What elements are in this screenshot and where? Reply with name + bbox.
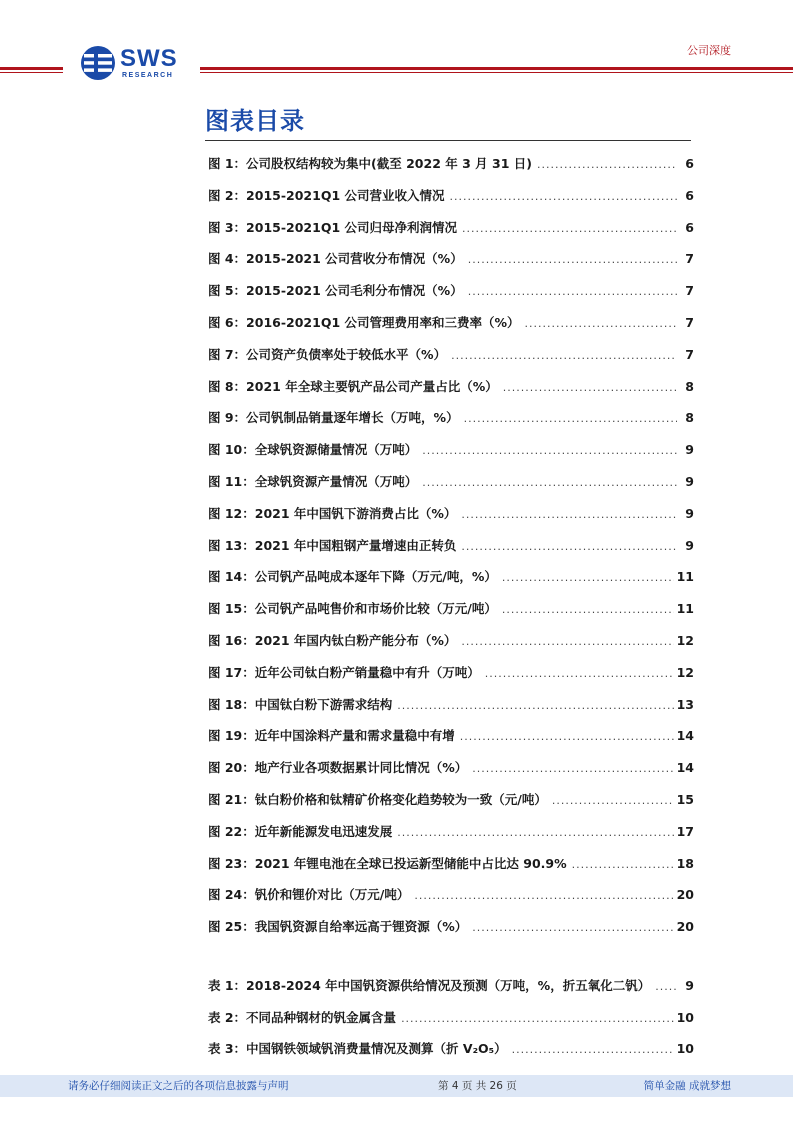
figure-toc-entry-label: 图 25：我国钒资源自给率远高于锂资源（%）: [208, 919, 468, 935]
table-toc-entry[interactable]: [208, 1009, 694, 1041]
table-list: [208, 977, 694, 1072]
figure-toc-entry[interactable]: [208, 187, 694, 219]
figure-toc-entry[interactable]: [208, 346, 694, 378]
figure-toc-entry-page-number: 7: [685, 346, 694, 362]
dot-leader: [525, 315, 677, 333]
footer-slogan: 简单金融 成就梦想: [643, 1080, 731, 1092]
figure-toc-entry[interactable]: [208, 918, 694, 950]
header-rule: [200, 67, 793, 70]
figure-toc-entry-label: 图 18：中国钛白粉下游需求结构: [208, 696, 393, 712]
dot-leader: [414, 887, 673, 905]
figure-toc-entry-label: 图 12：2021 年中国钒下游消费占比（%）: [208, 505, 457, 521]
figure-toc-entry-label: 图 14：公司钒产品吨成本逐年下降（万元/吨，%）: [208, 569, 497, 585]
figure-toc-entry[interactable]: [208, 409, 694, 441]
dot-leader: [472, 760, 673, 778]
figure-toc-entry-page-number: 6: [685, 187, 694, 203]
dot-leader: [464, 410, 677, 428]
figure-toc-entry-page-number: 14: [676, 760, 694, 776]
figure-toc-entry[interactable]: [208, 314, 694, 346]
dot-leader: [485, 665, 674, 683]
figure-toc-entry-page-number: 20: [676, 887, 694, 903]
figure-toc-entry[interactable]: [208, 441, 694, 473]
figure-toc-entry-page-number: 20: [676, 919, 694, 935]
dot-leader: [397, 824, 673, 842]
dot-leader: [461, 633, 673, 651]
figure-toc-entry[interactable]: [208, 250, 694, 282]
figure-toc-entry-label: 图 3：2015-2021Q1 公司归母净利润情况: [208, 219, 457, 235]
figure-toc-entry-label: 图 9：公司钒制品销量逐年增长（万吨，%）: [208, 410, 459, 426]
logo-subtitle: RESEARCH: [122, 72, 174, 79]
figure-toc-entry-label: 图 24：钒价和锂价对比（万元/吨）: [208, 887, 410, 903]
figure-toc-entry-label: 图 10：全球钒资源储量情况（万吨）: [208, 442, 418, 458]
dot-leader: [502, 601, 674, 619]
dot-leader: [503, 379, 677, 397]
figure-toc-entry[interactable]: [208, 568, 694, 600]
dot-leader: [468, 283, 677, 301]
figure-toc-entry-label: 图 22：近年新能源发电迅速发展: [208, 823, 393, 839]
dot-leader: [655, 978, 677, 996]
figure-toc-entry-page-number: 9: [685, 537, 694, 553]
dot-leader: [460, 728, 674, 746]
figure-toc-entry-label: 图 17：近年公司钛白粉产销量稳中有升（万吨）: [208, 664, 480, 680]
figure-toc-entry[interactable]: [208, 759, 694, 791]
table-toc-entry-label: 表 1：2018-2024 年中国钒资源供给情况及预测（万吨，%，折五氧化二钒）: [208, 978, 651, 993]
header-rule-thin: [0, 72, 63, 73]
figure-toc-entry-label: 图 21：钛白粉价格和钛精矿价格变化趋势较为一致（元/吨）: [208, 791, 547, 807]
figure-toc-entry-label: 图 8：2021 年全球主要钒产品公司产量占比（%）: [208, 378, 498, 394]
table-toc-entry-page-number: 10: [676, 1009, 694, 1025]
figure-toc-entry-page-number: 12: [676, 632, 694, 648]
page-footer: [0, 1075, 793, 1097]
dot-leader: [462, 220, 677, 238]
figure-toc-entry-page-number: 8: [685, 410, 694, 426]
figure-toc-entry[interactable]: [208, 823, 694, 855]
figure-toc-entry-label: 图 11：全球钒资源产量情况（万吨）: [208, 473, 418, 489]
figure-toc-entry-page-number: 6: [685, 219, 694, 235]
figure-toc-entry[interactable]: [208, 473, 694, 505]
dot-leader: [572, 856, 674, 874]
title-divider: [205, 140, 691, 141]
dot-leader: [552, 792, 674, 810]
table-toc-entry-page-number: 10: [676, 1041, 694, 1056]
figure-toc-entry[interactable]: [208, 155, 694, 187]
header-rule: [0, 67, 63, 70]
table-toc-entry[interactable]: [208, 977, 694, 1009]
logo-wordmark: SWS: [120, 45, 178, 72]
figure-toc-entry[interactable]: [208, 282, 694, 314]
dot-leader: [472, 919, 673, 937]
figure-toc-entry-page-number: 9: [685, 473, 694, 489]
footer-disclaimer: 请务必仔细阅读正文之后的各项信息披露与声明: [68, 1080, 289, 1092]
figure-toc-entry-label: 图 7：公司资产负债率处于较低水平（%）: [208, 346, 447, 362]
figure-toc-entry-page-number: 6: [685, 156, 694, 171]
page-title: 图表目录: [205, 107, 305, 135]
figure-toc-entry[interactable]: [208, 537, 694, 569]
figure-toc-entry[interactable]: [208, 727, 694, 759]
figure-toc-entry-page-number: 18: [676, 855, 694, 871]
figure-toc-entry-page-number: 7: [685, 314, 694, 330]
dot-leader: [422, 474, 677, 492]
figure-toc-entry[interactable]: [208, 696, 694, 728]
figure-toc-entry-page-number: 14: [676, 728, 694, 744]
figure-toc-entry[interactable]: [208, 855, 694, 887]
report-type-label: 公司深度: [687, 44, 731, 57]
figure-toc-entry[interactable]: [208, 886, 694, 918]
figure-toc-entry-page-number: 7: [685, 251, 694, 267]
figure-toc-entry[interactable]: [208, 664, 694, 696]
figure-toc-entry[interactable]: [208, 505, 694, 537]
figure-toc-entry-page-number: 7: [685, 283, 694, 299]
dot-leader: [450, 188, 678, 206]
figure-toc-entry-label: 图 1：公司股权结构较为集中(截至 2022 年 3 月 31 日): [208, 156, 532, 171]
dot-leader: [461, 506, 677, 524]
figure-toc-entry-label: 图 5：2015-2021 公司毛利分布情况（%）: [208, 283, 463, 299]
dot-leader: [537, 156, 677, 174]
figure-toc-entry[interactable]: [208, 632, 694, 664]
figure-toc-entry-page-number: 8: [685, 378, 694, 394]
figure-toc-entry-label: 图 19：近年中国涂料产量和需求量稳中有增: [208, 728, 455, 744]
footer-page-info: 第 4 页 共 26 页: [438, 1080, 517, 1092]
figure-toc-entry-label: 图 13：2021 年中国粗钢产量增速由正转负: [208, 537, 457, 553]
figure-list: [208, 155, 694, 950]
figure-toc-entry-label: 图 15：公司钒产品吨售价和市场价比较（万元/吨）: [208, 601, 497, 617]
table-toc-entry-label: 表 3：中国钢铁领域钒消费量情况及测算（折 V₂O₅）: [208, 1041, 507, 1056]
figure-toc-entry-page-number: 13: [676, 696, 694, 712]
dot-leader: [422, 442, 677, 460]
table-toc-entry-page-number: 9: [685, 978, 694, 993]
figure-toc-entry-label: 图 4：2015-2021 公司营收分布情况（%）: [208, 251, 463, 267]
figure-toc-entry-page-number: 9: [685, 505, 694, 521]
dot-leader: [397, 697, 673, 715]
figure-toc-entry-page-number: 11: [676, 569, 694, 585]
figure-toc-entry-label: 图 23：2021 年锂电池在全球已投运新型储能中占比达 90.9%: [208, 855, 567, 871]
sws-logo-icon: [80, 45, 116, 81]
dot-leader: [401, 1010, 674, 1028]
dot-leader: [512, 1041, 674, 1059]
sws-logo: [80, 44, 188, 84]
table-toc-entry-label: 表 2：不同品种钢材的钒金属含量: [208, 1009, 397, 1025]
figure-toc-entry[interactable]: [208, 600, 694, 632]
figure-toc-entry-label: 图 16：2021 年国内钛白粉产能分布（%）: [208, 632, 457, 648]
figure-toc-entry[interactable]: [208, 378, 694, 410]
figure-toc-entry-page-number: 11: [676, 601, 694, 617]
figure-toc-entry[interactable]: [208, 219, 694, 251]
figure-toc-entry-label: 图 20：地产行业各项数据累计同比情况（%）: [208, 760, 468, 776]
header-rule-thin: [200, 72, 793, 73]
figure-toc-entry[interactable]: [208, 791, 694, 823]
dot-leader: [451, 347, 677, 365]
table-toc-entry[interactable]: [208, 1040, 694, 1072]
dot-leader: [468, 251, 677, 269]
figure-toc-entry-label: 图 6：2016-2021Q1 公司管理费用率和三费率（%）: [208, 314, 520, 330]
figure-toc-entry-page-number: 15: [676, 791, 694, 807]
dot-leader: [502, 569, 674, 587]
figure-toc-entry-page-number: 17: [676, 823, 694, 839]
dot-leader: [461, 538, 677, 556]
figure-toc-entry-page-number: 9: [685, 442, 694, 458]
figure-toc-entry-page-number: 12: [676, 664, 694, 680]
figure-toc-entry-label: 图 2：2015-2021Q1 公司营业收入情况: [208, 187, 445, 203]
